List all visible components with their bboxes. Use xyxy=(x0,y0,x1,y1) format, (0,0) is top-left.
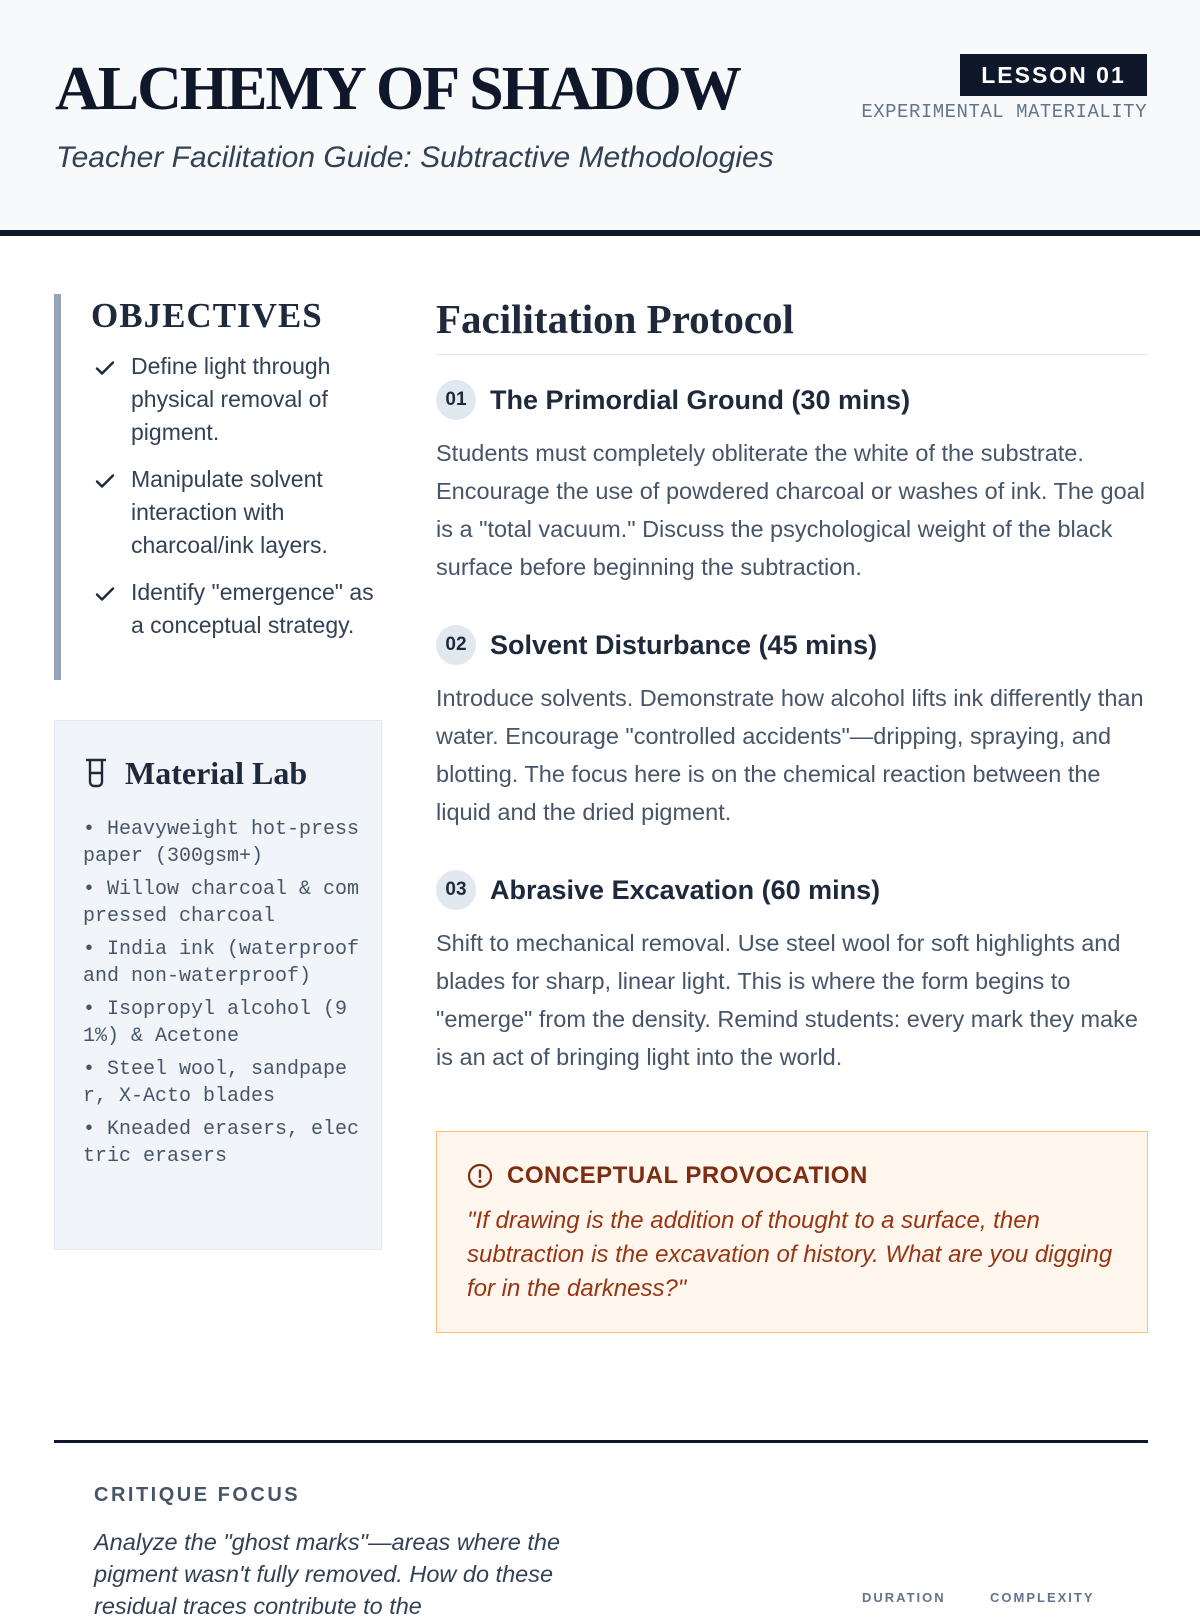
check-icon xyxy=(93,356,117,380)
objectives-panel xyxy=(54,294,384,680)
callout-title: CONCEPTUAL PROVOCATION xyxy=(507,1162,868,1189)
step-description: Shift to mechanical removal. Use steel wool for soft highlights and blades for sharp, linear light. This is where the form begins to "emerge" from the density. Remind students: every mark they make is an act of bringing light into the world. xyxy=(436,930,1138,1070)
conceptual-provocation-callout xyxy=(436,1131,1148,1333)
protocol-step xyxy=(436,380,1148,586)
material-lab-heading: Material Lab xyxy=(125,755,308,791)
step-header xyxy=(436,870,1148,910)
material-item: • Kneaded erasers, electric erasers xyxy=(83,1118,360,1168)
critique-focus-label: CRITIQUE FOCUS xyxy=(94,1484,301,1506)
duration-label: DURATION xyxy=(862,1590,946,1605)
critique-focus-text: Analyze the "ghost marks"—areas where the pigment wasn't fully removed. How do these residual traces contribute to the xyxy=(94,1529,561,1619)
step-header xyxy=(436,625,1148,665)
page-subtitle: Teacher Facilitation Guide: Subtractive Methodologies xyxy=(56,141,774,174)
footer-divider xyxy=(54,1440,1148,1443)
beaker-icon xyxy=(83,758,109,788)
protocol-step xyxy=(436,625,1148,831)
objective-text: Identify "emergence" as a conceptual strategy. xyxy=(131,579,374,638)
facilitation-protocol xyxy=(436,294,1148,1070)
step-number: 03 xyxy=(436,870,476,910)
step-description: Introduce solvents. Demonstrate how alcohol lifts ink differently than water. Encourage "controlled accidents"—dripping, spraying, and blotting. The focus here is on the chemical reaction between the liquid and the dried pigment. xyxy=(436,685,1144,825)
objective-item xyxy=(91,576,384,642)
material-item: • Heavyweight hot-press paper (300gsm+) xyxy=(83,818,360,868)
material-lab-header xyxy=(83,753,361,793)
objective-item xyxy=(91,350,384,449)
check-icon xyxy=(93,582,117,606)
callout-header xyxy=(467,1162,1119,1190)
step-title: Solvent Disturbance (45 mins) xyxy=(490,630,878,660)
lesson-badge: LESSON 01 xyxy=(960,54,1147,96)
material-item: • Willow charcoal & compressed charcoal xyxy=(83,878,360,928)
material-list xyxy=(83,817,361,1170)
lesson-category: EXPERIMENTAL MATERIALITY xyxy=(861,101,1147,123)
objectives-list xyxy=(91,350,384,642)
objective-text: Define light through physical removal of pigment. xyxy=(131,353,331,445)
step-description: Students must completely obliterate the white of the substrate. Encourage the use of powdered charcoal or washes of ink. The goal is a "total vacuum." Discuss the psychological weight of the black surface before beginning the subtraction. xyxy=(436,440,1145,580)
check-icon xyxy=(93,469,117,493)
complexity-label: COMPLEXITY xyxy=(990,1590,1095,1605)
material-item: • Steel wool, sandpaper, X-Acto blades xyxy=(83,1058,348,1108)
page-header xyxy=(0,0,1200,236)
objective-item xyxy=(91,463,384,562)
step-title: Abrasive Excavation (60 mins) xyxy=(490,875,881,905)
objectives-heading: OBJECTIVES xyxy=(91,296,323,335)
page-title: ALCHEMY OF SHADOW xyxy=(55,55,740,123)
step-header xyxy=(436,380,1148,420)
step-number: 01 xyxy=(436,380,476,420)
material-item: • India ink (waterproof and non-waterproof) xyxy=(83,938,360,988)
material-lab-panel xyxy=(54,720,382,1250)
objective-text: Manipulate solvent interaction with charcoal/ink layers. xyxy=(131,466,328,558)
material-item: • Isopropyl alcohol (91%) & Acetone xyxy=(83,998,348,1048)
step-number: 02 xyxy=(436,625,476,665)
step-title: The Primordial Ground (30 mins) xyxy=(490,385,911,415)
protocol-step xyxy=(436,870,1148,1076)
alert-circle-icon xyxy=(467,1163,493,1189)
callout-quote: "If drawing is the addition of thought to a surface, then subtraction is the excavation of history. What are you digging for in the darkness?" xyxy=(467,1207,1113,1302)
protocol-heading: Facilitation Protocol xyxy=(436,294,1148,355)
